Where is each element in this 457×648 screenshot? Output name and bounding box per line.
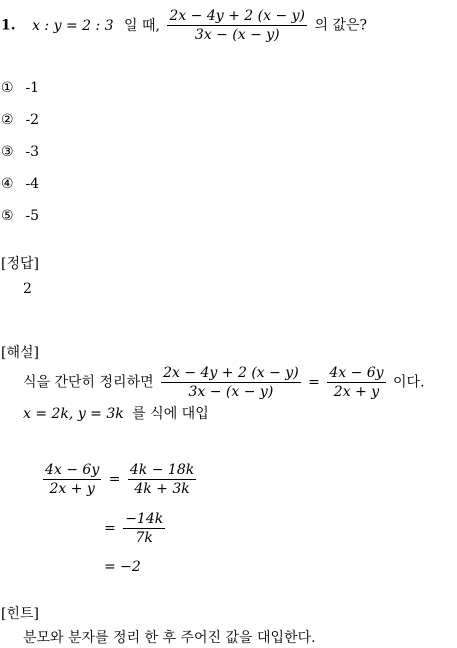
calc-step1-numerator: 4k − 18k [129, 462, 195, 478]
choice-1-mark: ① [1, 80, 14, 96]
question-number: 1. [1, 17, 16, 34]
calc-lhs-denominator: 2x + y [49, 481, 95, 497]
explanation-heading: [해설] [1, 345, 39, 361]
calc-row-2 [104, 511, 168, 546]
calc-step1-denominator: 4k + 3k [134, 481, 190, 497]
explanation-equals: = [308, 374, 320, 391]
question-condition: x : y = 2 : 3 [32, 17, 114, 34]
explanation-substitution-text: 를 식에 대입 [132, 406, 209, 422]
question [1, 8, 367, 43]
calc-row-1 [40, 462, 199, 497]
calc-step1-fraction [128, 462, 196, 497]
explanation-fraction-original-numerator: 2x − 4y + 2 (x − y) [163, 365, 299, 381]
calc-lhs-numerator: 4x − 6y [45, 462, 100, 478]
calc-row-3: = −2 [104, 559, 141, 575]
calc-step2-numerator: −14k [125, 511, 164, 527]
answer-value: 2 [23, 281, 32, 297]
explanation-fraction-simplified-denominator: 2x + y [333, 384, 380, 400]
explanation-fraction-simplified [327, 365, 385, 400]
explanation-substitution-math: x = 2k, y = 3k [23, 406, 124, 422]
choice-5-text: -5 [25, 208, 40, 224]
explanation-line-2 [23, 406, 209, 422]
choice-5-mark: ⑤ [1, 208, 14, 224]
choice-4-mark: ④ [1, 176, 14, 192]
choice-5[interactable] [1, 208, 39, 224]
choice-3-text: -3 [25, 144, 40, 160]
question-condition-particle: 일 때, [124, 17, 160, 34]
calc-row-2-equals: = [104, 520, 116, 537]
question-tail: 의 값은? [314, 17, 368, 34]
calc-step2-denominator: 7k [135, 530, 153, 546]
question-fraction [167, 8, 307, 43]
choice-3-mark: ③ [1, 144, 14, 160]
choice-2-mark: ② [1, 112, 14, 128]
explanation-line-1-prefix: 식을 간단히 정리하면 [23, 374, 154, 391]
hint-text: 분모와 분자를 정리 한 후 주어진 값을 대입한다. [23, 630, 316, 646]
question-fraction-denominator: 3x − (x − y) [194, 27, 280, 43]
calc-lhs-fraction [43, 462, 101, 497]
question-fraction-numerator: 2x − 4y + 2 (x − y) [169, 8, 306, 24]
explanation-line-1 [23, 365, 425, 400]
choice-4-text: -4 [25, 176, 40, 192]
choice-2[interactable] [1, 112, 39, 128]
explanation-fraction-simplified-numerator: 4x − 6y [329, 365, 384, 381]
hint-heading: [힌트] [1, 606, 39, 622]
calc-step2-fraction [123, 511, 165, 546]
answer-heading: [정답] [1, 256, 39, 272]
explanation-fraction-original-denominator: 3x − (x − y) [188, 384, 274, 400]
explanation-line-1-suffix: 이다. [393, 374, 425, 391]
choice-4[interactable] [1, 176, 39, 192]
explanation-fraction-original [161, 365, 301, 400]
choice-1-text: -1 [25, 80, 40, 96]
calc-row-1-equals: = [108, 471, 121, 488]
choice-2-text: -2 [25, 112, 40, 128]
choice-1[interactable] [1, 80, 39, 96]
choice-3[interactable] [1, 144, 39, 160]
